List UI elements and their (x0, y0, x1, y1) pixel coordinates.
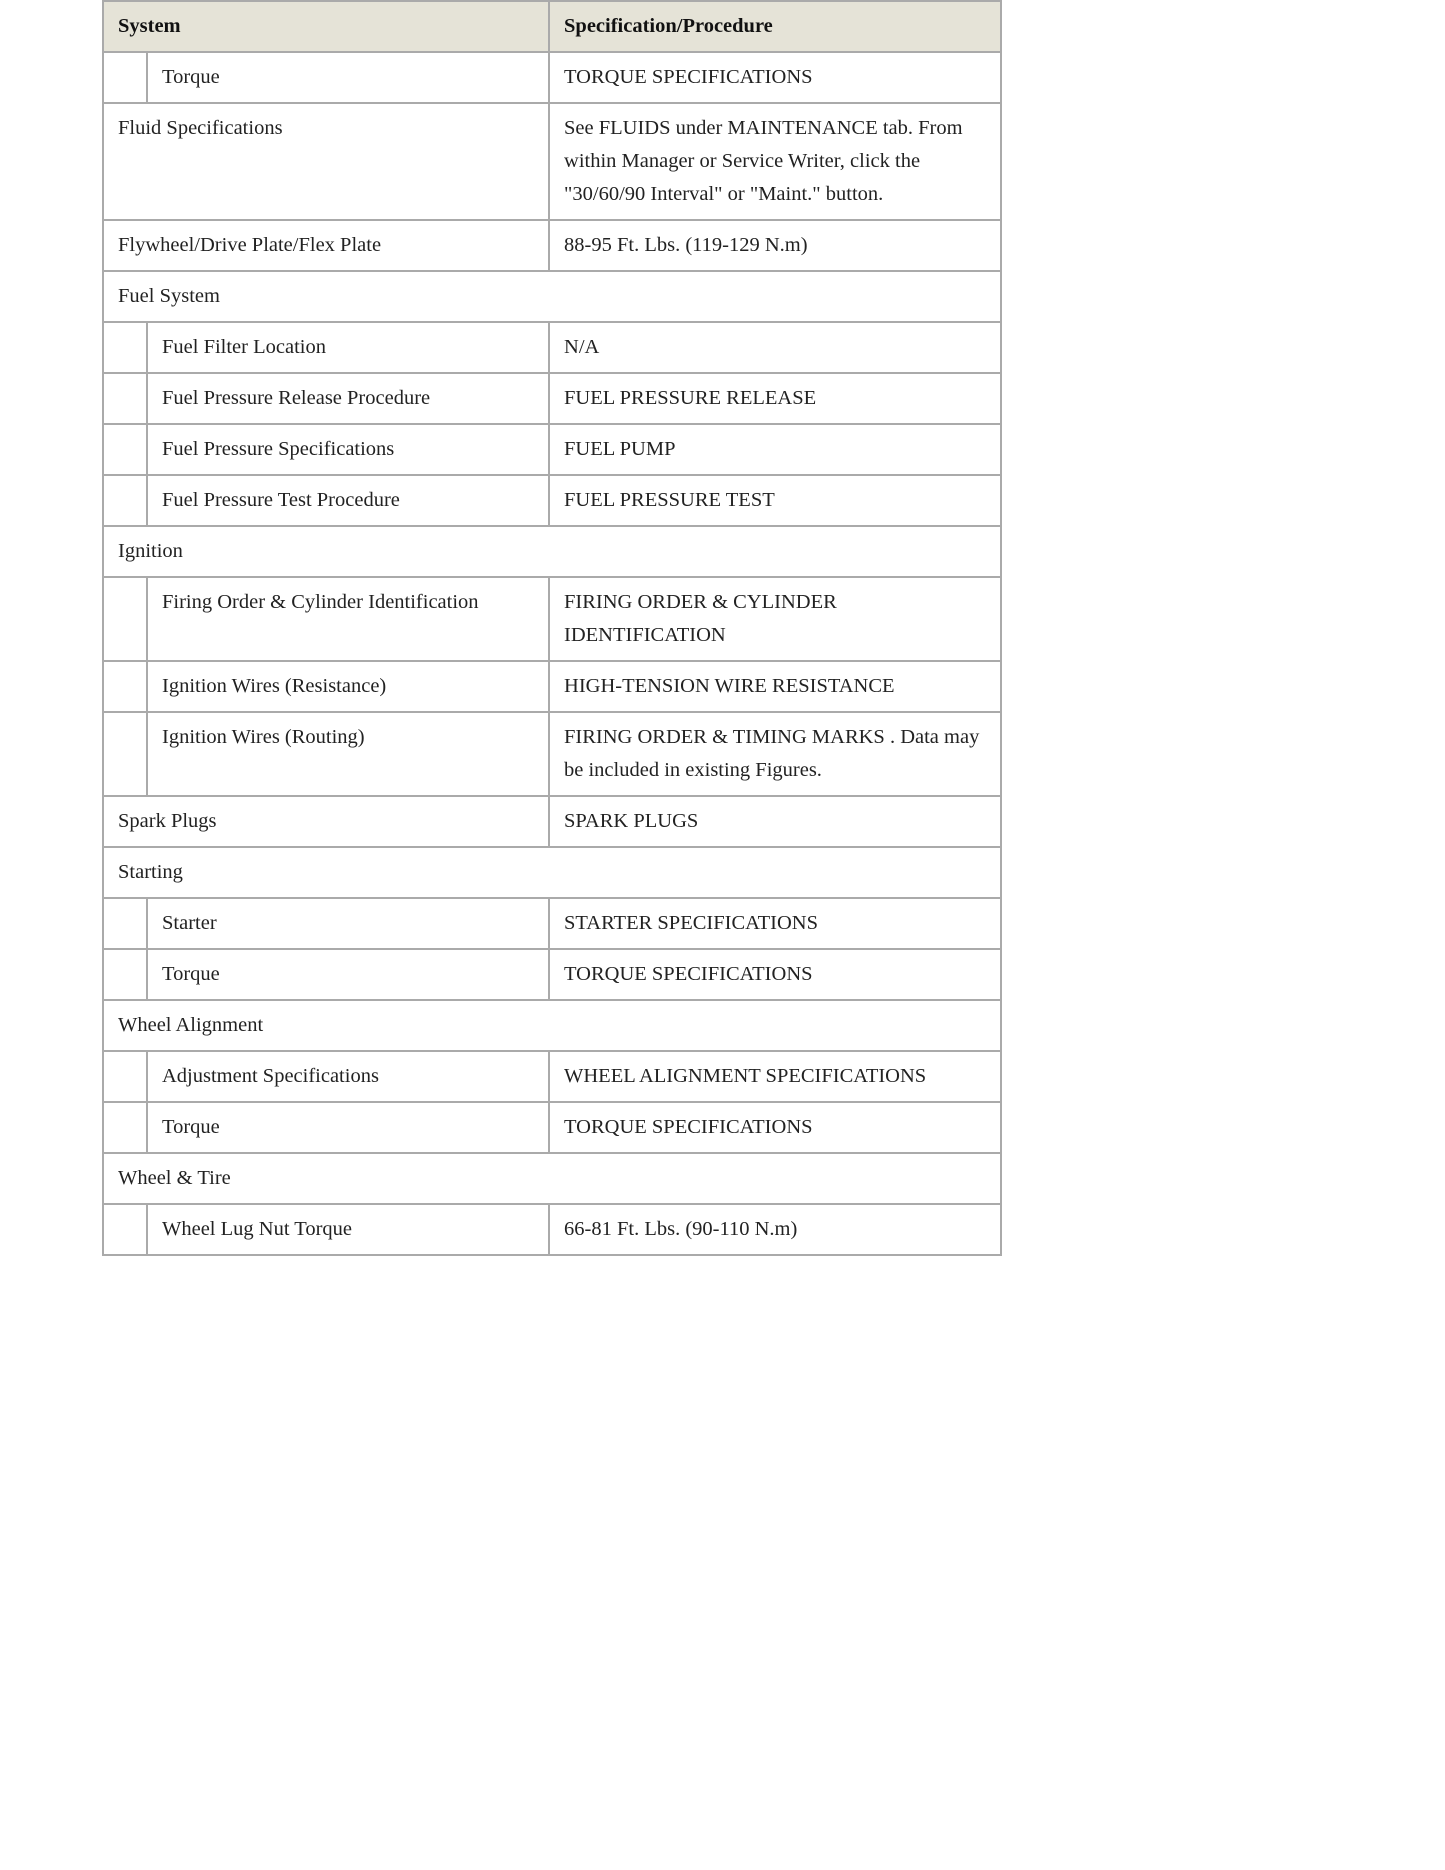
table-row (103, 577, 1001, 661)
spec-cell: FUEL PRESSURE TEST (549, 475, 1001, 526)
header-row (103, 1, 1001, 52)
spec-cell: N/A (549, 322, 1001, 373)
indent-cell (103, 1051, 147, 1102)
system-cell: Ignition Wires (Routing) (147, 712, 549, 796)
indent-cell (103, 949, 147, 1000)
group-label: Ignition (103, 526, 1001, 577)
table-body (103, 52, 1001, 1255)
system-cell: Torque (147, 1102, 549, 1153)
indent-cell (103, 424, 147, 475)
spec-cell: TORQUE SPECIFICATIONS (549, 949, 1001, 1000)
table-group-row (103, 847, 1001, 898)
system-cell: Wheel Lug Nut Torque (147, 1204, 549, 1255)
system-cell: Fuel Pressure Test Procedure (147, 475, 549, 526)
system-cell: Ignition Wires (Resistance) (147, 661, 549, 712)
table-row (103, 322, 1001, 373)
system-cell: Spark Plugs (103, 796, 549, 847)
spec-cell: FUEL PRESSURE RELEASE (549, 373, 1001, 424)
table-row (103, 898, 1001, 949)
spec-cell: 88-95 Ft. Lbs. (119-129 N.m) (549, 220, 1001, 271)
spec-cell: STARTER SPECIFICATIONS (549, 898, 1001, 949)
system-cell: Fuel Pressure Specifications (147, 424, 549, 475)
indent-cell (103, 322, 147, 373)
table-row (103, 103, 1001, 220)
table-row (103, 424, 1001, 475)
indent-cell (103, 373, 147, 424)
spec-cell: SPARK PLUGS (549, 796, 1001, 847)
group-label: Wheel & Tire (103, 1153, 1001, 1204)
indent-cell (103, 52, 147, 103)
table-row (103, 1051, 1001, 1102)
spec-cell: FIRING ORDER & TIMING MARKS . Data may be included in existing Figures. (549, 712, 1001, 796)
header-system: System (103, 1, 549, 52)
table-row (103, 796, 1001, 847)
table-row (103, 1102, 1001, 1153)
system-cell: Flywheel/Drive Plate/Flex Plate (103, 220, 549, 271)
indent-cell (103, 898, 147, 949)
header-spec: Specification/Procedure (549, 1, 1001, 52)
table-row (103, 52, 1001, 103)
spec-cell: WHEEL ALIGNMENT SPECIFICATIONS (549, 1051, 1001, 1102)
table-group-row (103, 526, 1001, 577)
indent-cell (103, 475, 147, 526)
table-group-row (103, 1000, 1001, 1051)
system-cell: Torque (147, 52, 549, 103)
indent-cell (103, 577, 147, 661)
indent-cell (103, 712, 147, 796)
table-row (103, 1204, 1001, 1255)
indent-cell (103, 661, 147, 712)
table-row (103, 661, 1001, 712)
spec-cell: 66-81 Ft. Lbs. (90-110 N.m) (549, 1204, 1001, 1255)
system-cell: Adjustment Specifications (147, 1051, 549, 1102)
table-group-row (103, 1153, 1001, 1204)
indent-cell (103, 1102, 147, 1153)
spec-cell: FUEL PUMP (549, 424, 1001, 475)
system-cell: Starter (147, 898, 549, 949)
system-cell: Torque (147, 949, 549, 1000)
group-label: Wheel Alignment (103, 1000, 1001, 1051)
system-cell: Fuel Filter Location (147, 322, 549, 373)
indent-cell (103, 1204, 147, 1255)
group-label: Starting (103, 847, 1001, 898)
spec-cell: FIRING ORDER & CYLINDER IDENTIFICATION (549, 577, 1001, 661)
spec-cell: TORQUE SPECIFICATIONS (549, 52, 1001, 103)
spec-cell: HIGH-TENSION WIRE RESISTANCE (549, 661, 1001, 712)
system-cell: Fuel Pressure Release Procedure (147, 373, 549, 424)
system-cell: Fluid Specifications (103, 103, 549, 220)
table-row (103, 373, 1001, 424)
table-row (103, 949, 1001, 1000)
table-group-row (103, 271, 1001, 322)
table-header (103, 1, 1001, 52)
system-cell: Firing Order & Cylinder Identification (147, 577, 549, 661)
specification-table (102, 0, 1002, 1256)
spec-cell: See FLUIDS under MAINTENANCE tab. From within Manager or Service Writer, click the "30/60/90 Interval" or "Maint." button. (549, 103, 1001, 220)
table-row (103, 220, 1001, 271)
spec-cell: TORQUE SPECIFICATIONS (549, 1102, 1001, 1153)
group-label: Fuel System (103, 271, 1001, 322)
table-row (103, 712, 1001, 796)
table-row (103, 475, 1001, 526)
